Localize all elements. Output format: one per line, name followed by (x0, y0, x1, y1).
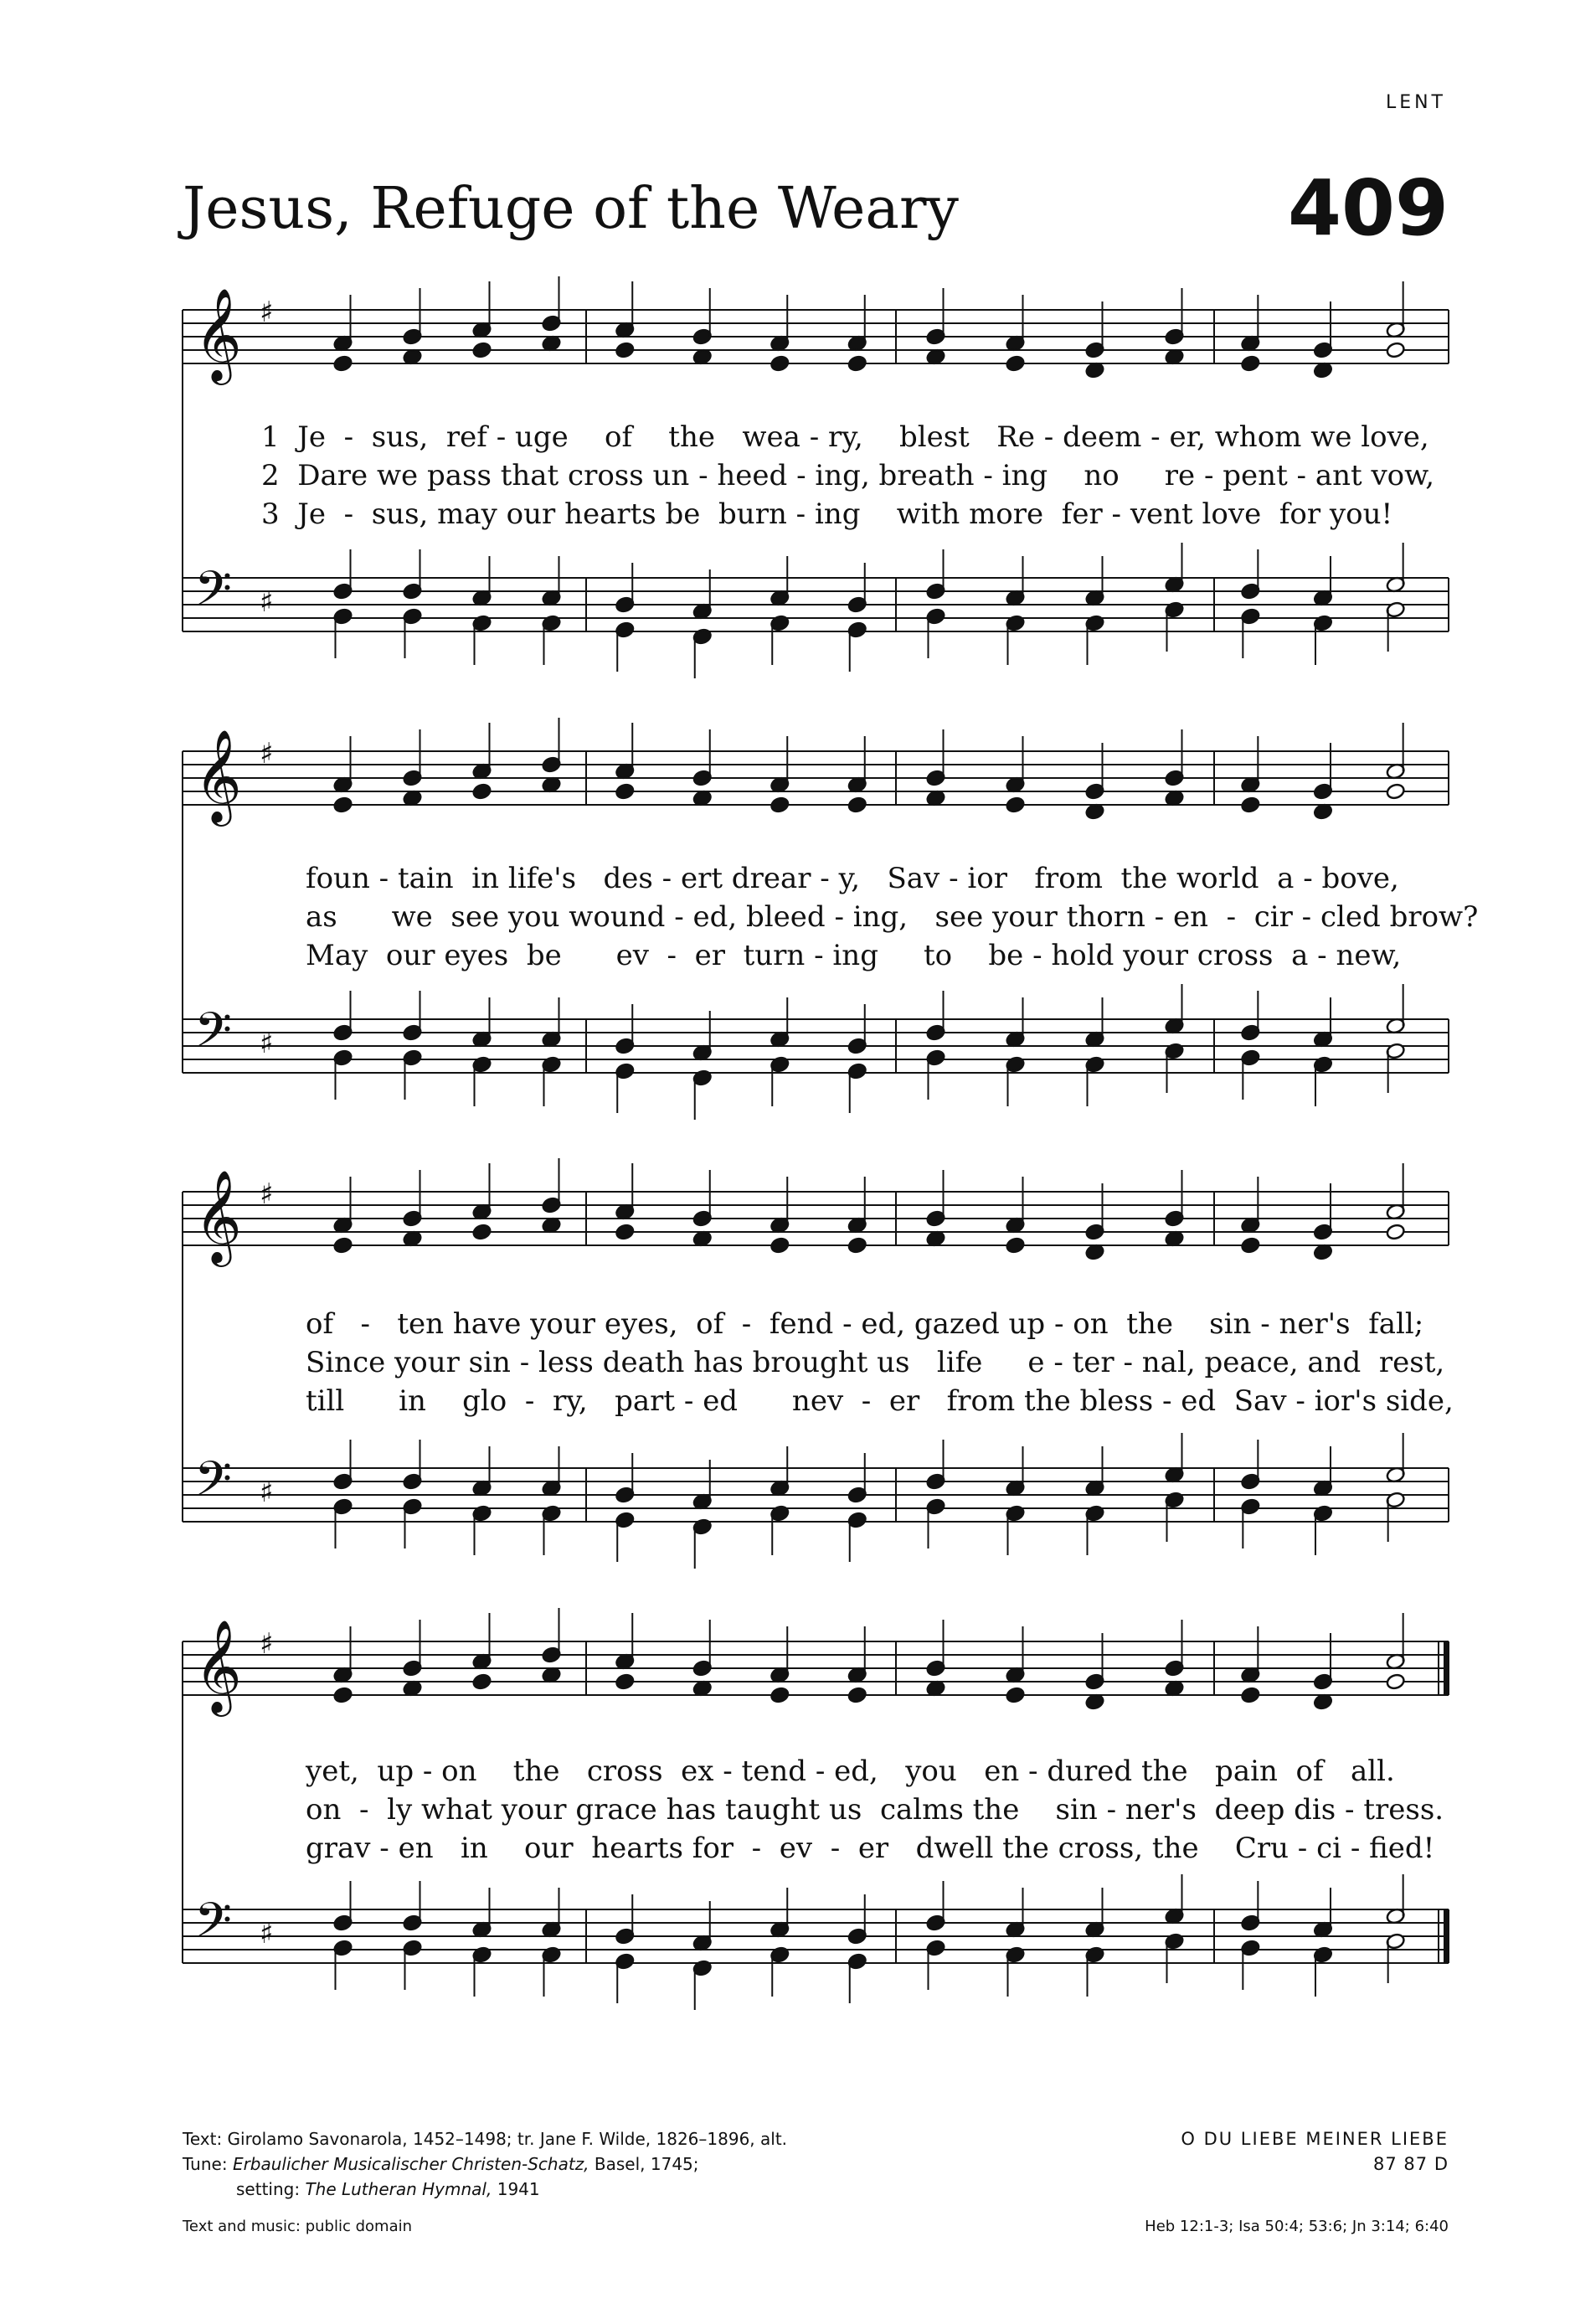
sharp-sign: ♯ (260, 737, 274, 770)
setting-credit-source: The Lutheran Hymnal, (305, 2179, 492, 2199)
treble-clef: 𝄞 (194, 1619, 242, 1713)
notehead (847, 1237, 867, 1255)
lyric-line-3: 3 Je - sus, may our hearts be burn - ing with more fer - vent love for you! (261, 497, 1393, 531)
treble-clef: 𝄞 (194, 1169, 242, 1263)
lyric-line-1: 1 Je - sus, ref - uge of the wea - ry, blest Re - deem - er, whom we love, (261, 420, 1429, 454)
bass-clef: 𝄢 (194, 1892, 233, 1961)
notehead (333, 1687, 353, 1704)
sharp-sign: ♯ (260, 1627, 274, 1661)
lyric-line-1: of - ten have your eyes, of - fend - ed, gazed up - on the sin - ner's fall; (306, 1307, 1424, 1341)
bass-clef: 𝄢 (194, 1002, 233, 1070)
hymn-title: Jesus, Refuge of the Weary (183, 176, 959, 242)
tune-credit-rest: Basel, 1745; (589, 2154, 699, 2174)
lyric-line-2: Since your sin - less death has brought us life e - ter - nal, peace, and rest, (306, 1346, 1445, 1379)
music-system-1 (0, 276, 1570, 695)
final-barline (1444, 1641, 1449, 1695)
notehead (472, 1224, 492, 1241)
notehead (615, 1224, 635, 1241)
lyric-line-2: 2 Dare we pass that cross un - heed - ing, breath - ing no re - pent - ant vow, (261, 459, 1435, 492)
notehead (333, 796, 353, 814)
lyric-line-3: till in glo - ry, part - ed nev - er from the bless - ed Sav - ior's side, (306, 1384, 1454, 1418)
text-credit-label: Text: (183, 2129, 223, 2149)
lyric-line-3: grav - en in our hearts for - ev - er dwell the cross, the Cru - ci - fied! (306, 1832, 1435, 1865)
notehead (1240, 355, 1260, 373)
notehead (472, 342, 492, 359)
music-system-4 (0, 1608, 1570, 2027)
lyric-line-1: foun - tain in life's des - ert drear - y, Sav - ior from the world a - bove, (306, 862, 1399, 895)
notehead (770, 1687, 790, 1704)
notehead (1006, 355, 1026, 373)
setting-credit-year: 1941 (492, 2179, 540, 2199)
notehead (770, 796, 790, 814)
tune-credit (183, 2154, 699, 2174)
tune-credit-source: Erbaulicher Musicalischer Christen-Schatz, (232, 2154, 589, 2174)
tune-name: O DU LIEBE MEINER LIEBE (1181, 2129, 1449, 2149)
notehead (472, 783, 492, 801)
treble-clef: 𝄞 (194, 287, 242, 381)
notehead (615, 783, 635, 801)
notehead (770, 355, 790, 373)
sharp-sign: ♯ (260, 1476, 274, 1509)
scripture-references: Heb 12:1-3; Isa 50:4; 53:6; Jn 3:14; 6:40 (1145, 2218, 1449, 2235)
text-credit (183, 2129, 787, 2149)
notehead (1386, 342, 1406, 359)
notehead (472, 1673, 492, 1691)
notehead (1006, 796, 1026, 814)
tune-credit-label: Tune: (183, 2154, 228, 2174)
notehead (333, 1237, 353, 1255)
notehead (1240, 1237, 1260, 1255)
music-system-3 (0, 1158, 1570, 1577)
text-credit-value: Girolamo Savonarola, 1452–1498; tr. Jane F. Wilde, 1826–1896, alt. (227, 2129, 788, 2149)
bass-clef: 𝄢 (194, 560, 233, 629)
final-barline (1444, 1909, 1449, 1963)
notehead (1386, 783, 1406, 801)
notehead (1240, 796, 1260, 814)
bass-clef: 𝄢 (194, 1451, 233, 1519)
treble-clef: 𝄞 (194, 729, 242, 822)
setting-credit-label: setting: (236, 2179, 301, 2199)
notehead (615, 1673, 635, 1691)
notehead (1240, 1687, 1260, 1704)
notehead (1386, 1673, 1406, 1691)
setting-credit (236, 2179, 540, 2199)
sharp-sign: ♯ (260, 1177, 274, 1211)
music-system-2 (0, 718, 1570, 1136)
hymn-number: 409 (1287, 163, 1449, 253)
sharp-sign: ♯ (260, 1917, 274, 1950)
notehead (333, 355, 353, 373)
notehead (847, 355, 867, 373)
notehead (770, 1237, 790, 1255)
section-label: LENT (1385, 92, 1446, 113)
copyright-notice: Text and music: public domain (183, 2218, 413, 2235)
notehead (1006, 1237, 1026, 1255)
notehead (615, 342, 635, 359)
sharp-sign: ♯ (260, 585, 274, 619)
notehead (1386, 1224, 1406, 1241)
sharp-sign: ♯ (260, 1027, 274, 1060)
lyric-line-1: yet, up - on the cross ex - tend - ed, you en - dured the pain of all. (306, 1755, 1395, 1788)
lyric-line-2: on - ly what your grace has taught us calms the sin - ner's deep dis - tress. (306, 1793, 1444, 1827)
notehead (847, 796, 867, 814)
meter: 87 87 D (1373, 2154, 1449, 2174)
lyric-line-2: as we see you wound - ed, bleed - ing, see your thorn - en - cir - cled brow? (306, 900, 1479, 934)
sharp-sign: ♯ (260, 296, 274, 329)
notehead (847, 1687, 867, 1704)
notehead (1006, 1687, 1026, 1704)
lyric-line-3: May our eyes be ev - er turn - ing to be - hold your cross a - new, (306, 939, 1402, 972)
